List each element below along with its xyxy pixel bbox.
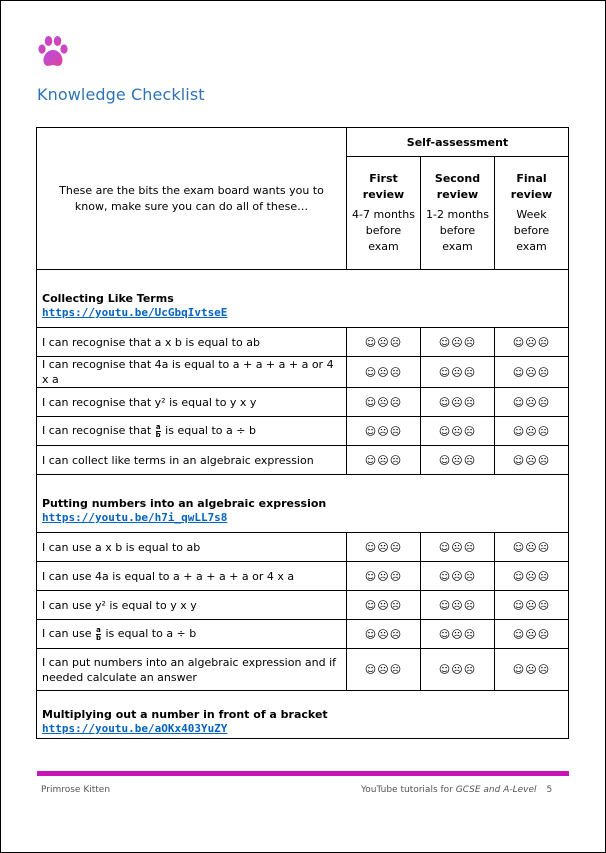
column-subtitle: Week before exam (513, 208, 550, 253)
smiley-rating[interactable]: ☺☹☹ (347, 328, 421, 357)
section-title: Collecting Like Terms (42, 292, 174, 305)
smiley-rating[interactable]: ☺☹☹ (495, 417, 569, 446)
tutorial-link[interactable]: https://youtu.be/UcGbqIvtseE (42, 306, 228, 319)
smiley-rating[interactable]: ☺☹☹ (347, 649, 421, 691)
smiley-rating[interactable]: ☺☹☹ (421, 620, 495, 649)
fraction (96, 627, 101, 642)
statement-text-after-fraction: is equal to a ÷ b (161, 424, 256, 438)
section-title: Putting numbers into an algebraic expression (42, 497, 327, 510)
checklist-row (37, 388, 569, 417)
smiley-rating[interactable]: ☺☹☹ (347, 533, 421, 562)
smiley-rating[interactable]: ☺☹☹ (421, 417, 495, 446)
checklist-row (37, 591, 569, 620)
checklist-statement (37, 533, 347, 562)
checklist-statement (37, 388, 347, 417)
page-title: Knowledge Checklist (37, 85, 205, 104)
fraction-denominator: b (95, 633, 101, 642)
footer-tagline (361, 785, 552, 795)
fraction (156, 424, 161, 439)
statement-text: I can use (42, 627, 95, 641)
smiley-rating[interactable]: ☺☹☹ (495, 533, 569, 562)
smiley-rating[interactable]: ☺☹☹ (421, 533, 495, 562)
smiley-rating[interactable]: ☺☹☹ (495, 388, 569, 417)
smiley-rating[interactable]: ☺☹☹ (347, 562, 421, 591)
checklist-statement (37, 446, 347, 475)
smiley-rating[interactable]: ☺☹☹ (495, 328, 569, 357)
statement-text: I can recognise that a x b is equal to ab (42, 335, 260, 349)
column-final-review (495, 157, 569, 270)
fraction-numerator: a (96, 625, 101, 634)
smiley-rating[interactable]: ☺☹☹ (421, 591, 495, 620)
column-first-review (347, 157, 421, 270)
smiley-rating[interactable]: ☺☹☹ (347, 388, 421, 417)
checklist-statement (37, 328, 347, 357)
checklist-row (37, 417, 569, 446)
statement-text: I can recognise that (42, 424, 155, 438)
smiley-rating[interactable]: ☺☹☹ (347, 620, 421, 649)
section-header (37, 475, 569, 533)
checklist-statement (37, 591, 347, 620)
footer-accent-bar (37, 771, 569, 776)
smiley-rating[interactable]: ☺☹☹ (421, 388, 495, 417)
section-header-row (37, 475, 569, 533)
smiley-rating[interactable]: ☺☹☹ (495, 562, 569, 591)
statement-text: I can recognise that 4a is equal to a + a + a + a or 4 x a (42, 358, 334, 386)
checklist-row (37, 562, 569, 591)
smiley-rating[interactable]: ☺☹☹ (495, 620, 569, 649)
statement-text: I can use y² is equal to y x y (42, 598, 197, 612)
smiley-rating[interactable]: ☺☹☹ (347, 591, 421, 620)
section-header-row (37, 270, 569, 328)
checklist-row (37, 620, 569, 649)
statement-text: I can recognise that y² is equal to y x y (42, 395, 257, 409)
column-second-review (421, 157, 495, 270)
checklist-statement (37, 620, 347, 649)
checklist-statement (37, 417, 347, 446)
section-header (37, 270, 569, 328)
footer-tagline-italic: GCSE and A-Level (455, 785, 537, 795)
checklist-row (37, 446, 569, 475)
smiley-rating[interactable]: ☺☹☹ (421, 328, 495, 357)
column-title: Second review (434, 172, 481, 201)
checklist-statement (37, 649, 347, 691)
column-subtitle: 1-2 months before exam (426, 208, 489, 253)
header-row (37, 128, 569, 157)
knowledge-checklist-table (36, 127, 569, 739)
section-header (37, 691, 569, 739)
smiley-rating[interactable]: ☺☹☹ (347, 357, 421, 388)
section-header-row (37, 691, 569, 739)
self-assessment-header: Self-assessment (347, 128, 569, 157)
checklist-row (37, 357, 569, 388)
page-number: 5 (546, 785, 553, 795)
tutorial-link[interactable]: https://youtu.be/h7i_qwLL7s8 (42, 511, 228, 524)
section-title: Multiplying out a number in front of a bracket (42, 708, 328, 721)
footer-tagline-prefix: YouTube tutorials for (361, 785, 456, 795)
statement-text: I can put numbers into an algebraic expression and if needed calculate an answer (42, 655, 337, 684)
smiley-rating[interactable]: ☺☹☹ (347, 446, 421, 475)
smiley-rating[interactable]: ☺☹☹ (495, 446, 569, 475)
footer-brand: Primrose Kitten (41, 785, 111, 795)
checklist-row (37, 649, 569, 691)
paw-logo-icon (37, 35, 69, 69)
checklist-statement (37, 357, 347, 388)
fraction-numerator: a (155, 422, 161, 431)
intro-text: These are the bits the exam board wants you to know, make sure you can do all of these… (37, 128, 347, 270)
checklist-row (37, 328, 569, 357)
smiley-rating[interactable]: ☺☹☹ (347, 417, 421, 446)
smiley-rating[interactable]: ☺☹☹ (421, 357, 495, 388)
fraction-denominator: b (155, 430, 161, 439)
smiley-rating[interactable]: ☺☹☹ (495, 357, 569, 388)
column-title: Final review (510, 172, 553, 201)
statement-text-after-fraction: is equal to a ÷ b (101, 627, 197, 641)
checklist-statement (37, 562, 347, 591)
smiley-rating[interactable]: ☺☹☹ (421, 649, 495, 691)
smiley-rating[interactable]: ☺☹☹ (421, 446, 495, 475)
statement-text: I can collect like terms in an algebraic expression (42, 453, 314, 467)
smiley-rating[interactable]: ☺☹☹ (421, 562, 495, 591)
statement-text: I can use 4a is equal to a + a + a + a or 4 x a (42, 569, 295, 583)
column-subtitle: 4-7 months before exam (352, 208, 415, 253)
checklist-row (37, 533, 569, 562)
smiley-rating[interactable]: ☺☹☹ (495, 649, 569, 691)
statement-text: I can use a x b is equal to ab (42, 540, 201, 554)
column-title: First review (362, 172, 405, 201)
smiley-rating[interactable]: ☺☹☹ (495, 591, 569, 620)
tutorial-link[interactable]: https://youtu.be/aOKx403YuZY (42, 722, 228, 735)
